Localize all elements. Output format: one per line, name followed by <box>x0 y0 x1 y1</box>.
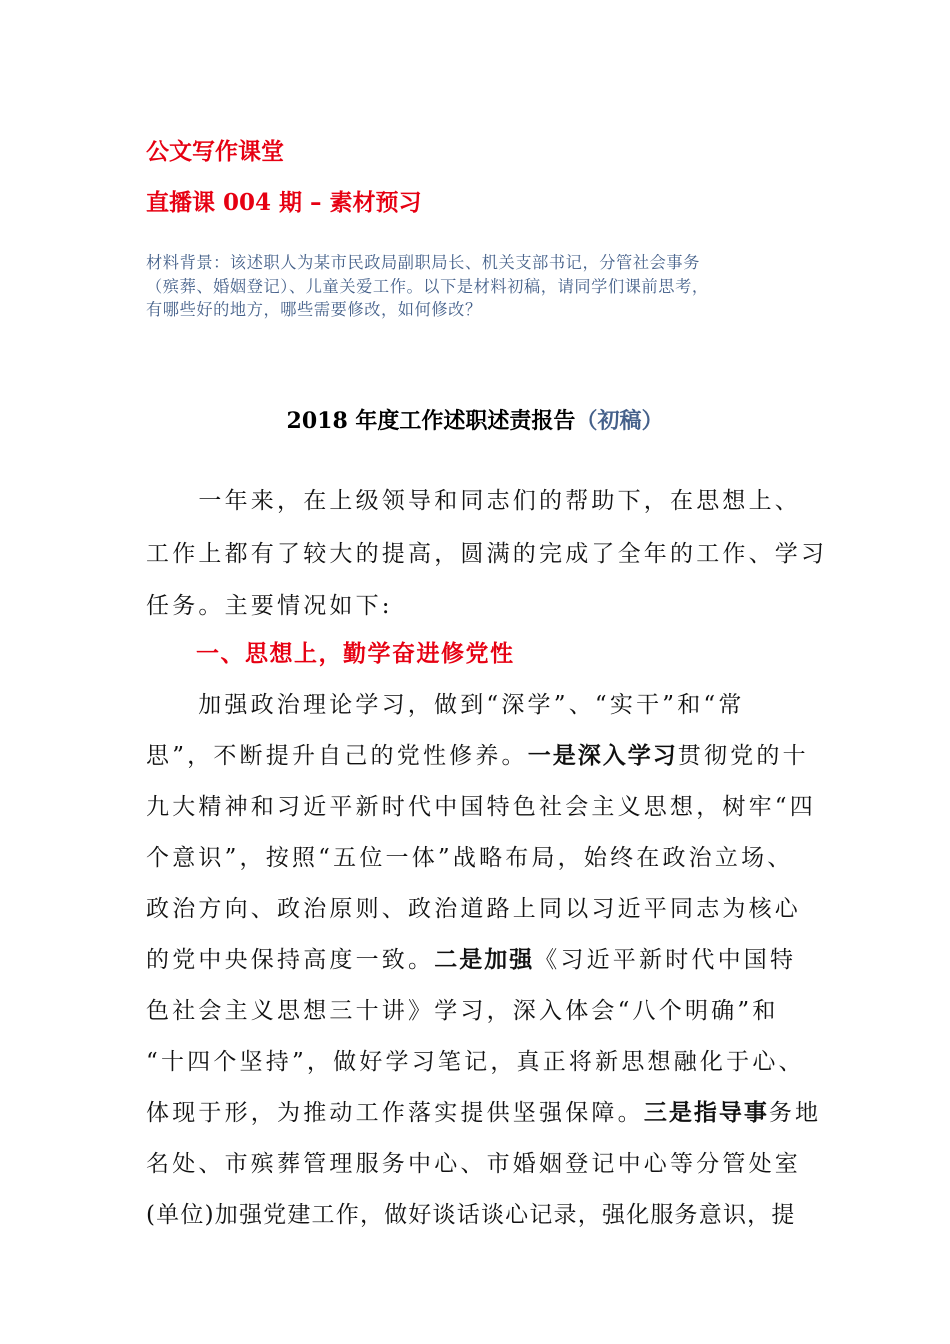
body-line <box>146 1094 821 1127</box>
body-line <box>146 941 796 974</box>
body-text-run: 体现于形，为推动工作落实提供坚强保障。 <box>146 1100 644 1126</box>
body-text-run: 贯彻党的十 <box>677 743 809 769</box>
body-line: 工作上都有了较大的提高，圆满的完成了全年的工作、学习 <box>146 541 828 567</box>
body-line: 政治方向、政治原则、政治道路上同以习近平同志为核心 <box>146 896 801 922</box>
background-note-line: 材料背景：该述职人为某市民政局副职局长、机关支部书记，分管社会事务 <box>146 253 700 272</box>
body-line: 任务。主要情况如下: <box>146 593 393 619</box>
draft-mark: （初稿） <box>575 408 664 434</box>
section-heading: 一、思想上，勤学奋进修党性 <box>196 641 515 667</box>
body-line: 一年来，在上级领导和同志们的帮助下，在思想上、 <box>146 488 801 514</box>
course-subtitle: 直播课 004 期 – 素材预习 <box>146 189 422 216</box>
body-text-run: 务地 <box>768 1100 822 1126</box>
background-note-line: （殡葬、婚姻登记）、儿童关爱工作。以下是材料初稿，请同学们课前思考， <box>146 276 709 296</box>
body-line: 色社会主义思想三十讲》学习，深入体会“八个明确”和 <box>146 998 779 1024</box>
emphasis-text: 二是加强 <box>434 947 535 973</box>
emphasis-text: 一是深入学习 <box>527 743 678 769</box>
background-note <box>146 251 811 322</box>
report-title <box>0 404 950 435</box>
course-title: 公文写作课堂 <box>146 138 284 165</box>
body-line <box>146 737 809 770</box>
body-line: “十四个坚持”，做好学习笔记，真正将新思想融化于心、 <box>146 1049 805 1075</box>
body-line: 加强政治理论学习，做到“深学”、“实干”和“常 <box>172 692 745 718</box>
body-line: 九大精神和习近平新时代中国特色社会主义思想，树牢“四 <box>146 794 816 820</box>
body-line: 名处、市殡葬管理服务中心、市婚姻登记中心等分管处室 <box>146 1151 801 1177</box>
background-note-line: 有哪些好的地方，哪些需要修改，如何修改？ <box>146 300 482 319</box>
report-title-text: 2018 年度工作述职述责报告 <box>286 408 576 434</box>
body-line: (单位)加强党建工作，做好谈话谈心记录，强化服务意识，提 <box>146 1202 796 1228</box>
body-line: 个意识”，按照“五位一体”战略布局，始终在政治立场、 <box>146 845 794 871</box>
body-text-run: 的党中央保持高度一致。 <box>146 947 435 973</box>
body-text-run: 思”，不断提升自己的党性修养。 <box>146 743 528 769</box>
body-text-run: 《习近平新时代中国特 <box>534 947 797 973</box>
emphasis-text: 三是指导事 <box>643 1100 769 1126</box>
